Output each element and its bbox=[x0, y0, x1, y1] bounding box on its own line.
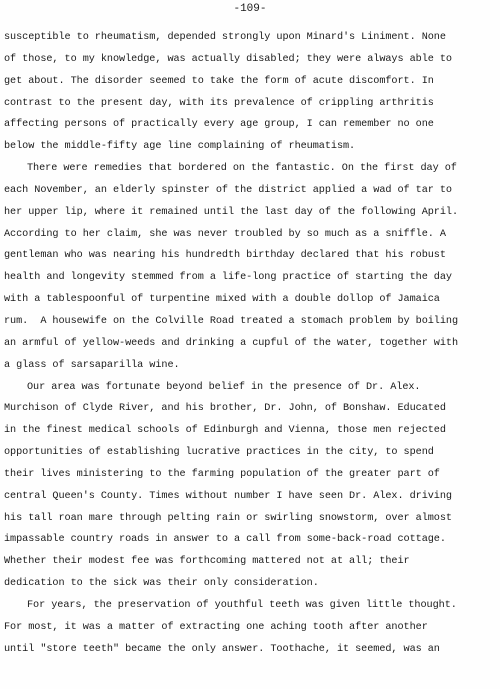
text-line: below the middle-fifty age line complaining of rheumatism. bbox=[4, 141, 356, 153]
text-line: dedication to the sick was their only consideration. bbox=[4, 578, 319, 590]
text-line: their lives ministering to the farming population of the greater part of bbox=[4, 468, 440, 480]
text-line: health and longevity stemmed from a life-long practice of starting the day bbox=[4, 272, 452, 284]
text-line: with a tablespoonful of turpentine mixed with a double dollop of Jamaica bbox=[4, 294, 440, 306]
text-line: For most, it was a matter of extracting one aching tooth after another bbox=[4, 621, 428, 633]
text-line: According to her claim, she was never troubled by so much as a sniffle. A bbox=[4, 228, 446, 240]
text-line: each November, an elderly spinster of the district applied a wad of tar to bbox=[4, 184, 452, 196]
text-line: There were remedies that bordered on the fantastic. On the first day of bbox=[27, 163, 457, 175]
text-line: Whether their modest fee was forthcoming mattered not at all; their bbox=[4, 556, 410, 568]
text-line: susceptible to rheumatism, depended strongly upon Minard's Liniment. None bbox=[4, 32, 446, 43]
text-line: an armful of yellow-weeds and drinking a cupful of the water, together with bbox=[4, 337, 459, 349]
page-number: -109- bbox=[233, 3, 267, 15]
text-line: of those, to my knowledge, was actually disabled; they were always able to bbox=[4, 53, 452, 65]
text-line: For years, the preservation of youthful teeth was given little thought. bbox=[27, 599, 457, 611]
text-line: get about. The disorder seemed to take the form of acute discomfort. In bbox=[4, 75, 434, 87]
text-line: contrast to the present day, with its prevalence of crippling arthritis bbox=[4, 97, 434, 109]
text-line: Our area was fortunate beyond belief in the presence of Dr. Alex. bbox=[27, 381, 421, 393]
text-line: a glass of sarsaparilla wine. bbox=[4, 359, 180, 371]
text-line: impassable country roads in answer to a call from some-back-road cottage. bbox=[4, 534, 446, 546]
text-line: Murchison of Clyde River, and his brother, Dr. John, of Bonshaw. Educated bbox=[4, 403, 446, 415]
text-line: in the finest medical schools of Edinburgh and Vienna, those men rejected bbox=[4, 425, 446, 437]
body-text bbox=[4, 27, 498, 660]
text-line: his tall roan mare through pelting rain or swirling snowstorm, over almost bbox=[4, 512, 452, 524]
text-line: opportunities of establishing lucrative practices in the city, to spend bbox=[4, 447, 434, 459]
text-line: rum. A housewife on the Colville Road treated a stomach problem by boiling bbox=[4, 315, 459, 327]
text-line: until "store teeth" became the only answer. Toothache, it seemed, was an bbox=[4, 643, 440, 655]
paragraph-2 bbox=[4, 158, 498, 376]
text-line: central Queen's County. Times without number I have seen Dr. Alex. driving bbox=[4, 490, 452, 502]
text-line: affecting persons of practically every age group, I can remember no one bbox=[4, 119, 434, 131]
paragraph-1 bbox=[4, 27, 498, 158]
text-line: her upper lip, where it remained until the last day of the following April. bbox=[4, 206, 459, 218]
paragraph-3 bbox=[4, 377, 498, 595]
paragraph-4 bbox=[4, 595, 498, 661]
text-line: gentleman who was nearing his hundredth birthday declared that his robust bbox=[4, 250, 446, 262]
